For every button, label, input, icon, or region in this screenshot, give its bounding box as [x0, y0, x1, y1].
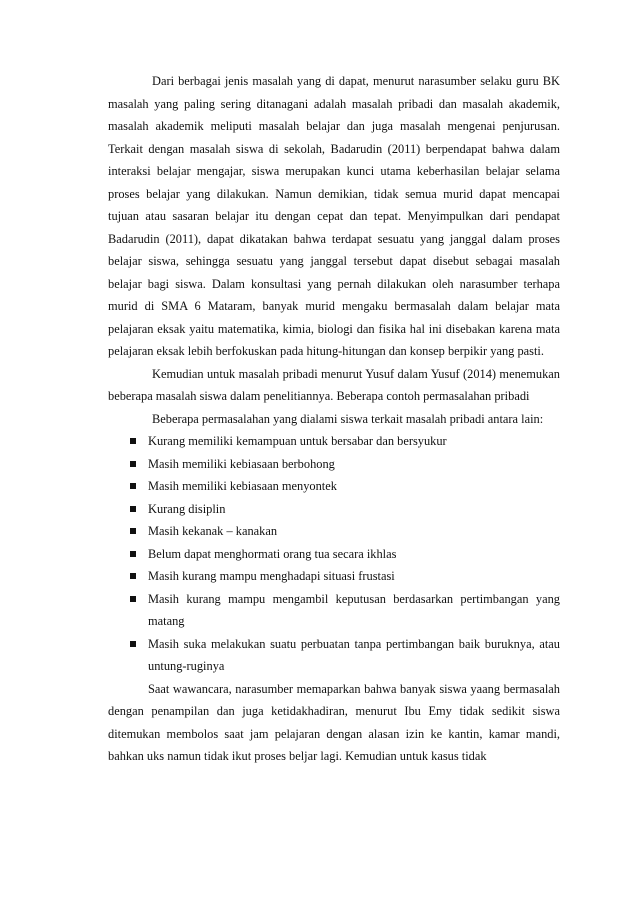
list-item — [108, 543, 560, 566]
list-item — [108, 588, 560, 633]
square-bullet-icon — [130, 551, 136, 557]
list-item — [108, 498, 560, 521]
list-item — [108, 520, 560, 543]
square-bullet-icon — [130, 438, 136, 444]
paragraph-masalah-akademik: Dari berbagai jenis masalah yang di dapat, menurut narasumber selaku guru BK masalah yang paling sering ditanagani adalah masalah pribadi dan masalah akademik, masalah akademik meliputi masalah belajar dan juga masalah mengenai penjurusan. Terkait dengan masalah siswa di sekolah, Badarudin (2011) berpendapat bahwa dalam interaksi belajar mengajar, siswa merupakan kunci utama keberhasilan belajar selama proses belajar yang dilakukan. Namun demikian, tidak semua murid dapat mencapai tujuan atau sasaran belajar itu dengan cepat dan tepat. Menyimpulkan dari pendapat Badarudin (2011), dapat dikatakan bahwa terdapat sesuatu yang janggal dalam proses belajar siswa, sehingga sesuatu yang janggal tersebut dapat disebut sebagai masalah belajar bagi siswa. Dalam konsultasi yang pernah dilakukan oleh narasumber terhapa murid di SMA 6 Mataram, banyak murid mengaku bermasalah dalam belajar mata pelajaran eksak yaitu matematika, kimia, biologi dan fisika hal ini disebakan karena mata pelajaran eksak lebih berfokuskan pada hitung-hitungan dan konsep berpikir yang pasti. — [108, 74, 560, 358]
document-page — [108, 70, 560, 768]
list-item-text: Masih kurang mampu menghadapi situasi frustasi — [148, 569, 395, 583]
square-bullet-icon — [130, 641, 136, 647]
square-bullet-icon — [130, 528, 136, 534]
square-bullet-icon — [130, 506, 136, 512]
list-item — [108, 565, 560, 588]
paragraph-masalah-pribadi: Kemudian untuk masalah pribadi menurut Yusuf dalam Yusuf (2014) menemukan beberapa masalah siswa dalam penelitiannya. Beberapa contoh permasalahan pribadi — [108, 366, 560, 403]
square-bullet-icon — [130, 461, 136, 467]
paragraph-list-intro: Beberapa permasalahan yang dialami siswa terkait masalah pribadi antara lain: — [152, 411, 544, 426]
list-item — [108, 453, 560, 476]
list-item-text: Belum dapat menghormati orang tua secara ikhlas — [148, 546, 397, 561]
list-item-text: Kurang disiplin — [148, 501, 226, 516]
list-item — [108, 430, 560, 453]
list-item-text: Masih kurang mampu mengambil keputusan berdasarkan pertimbangan yang matang — [148, 591, 560, 628]
list-item-text: Kurang memiliki kemampuan untuk bersabar dan bersyukur — [148, 434, 447, 448]
list-item-text: Masih suka melakukan suatu perbuatan tanpa pertimbangan baik buruknya, atau untung-ruginya — [148, 636, 560, 673]
bullet-list-permasalahan — [108, 430, 560, 678]
paragraph-wawancara: Saat wawancara, narasumber memaparkan bahwa banyak siswa yaang bermasalah dengan penampilan dan juga ketidakhadiran, menurut Ibu Emy tidak sedikit siswa ditemukan membolos saat jam pelajaran dengan alasan izin ke kantin, kamar mandi, bahkan uks namun tidak ikut proses beljar lagi. Kemudian untuk kasus tidak — [108, 681, 560, 763]
list-item-text: Masih memiliki kebiasaan berbohong — [148, 456, 335, 471]
list-item-text: Masih memiliki kebiasaan menyontek — [148, 479, 337, 493]
list-item — [108, 475, 560, 498]
square-bullet-icon — [130, 596, 136, 602]
square-bullet-icon — [130, 573, 136, 579]
list-item-text: Masih kekanak – kanakan — [148, 524, 278, 538]
square-bullet-icon — [130, 483, 136, 489]
list-item — [108, 633, 560, 678]
